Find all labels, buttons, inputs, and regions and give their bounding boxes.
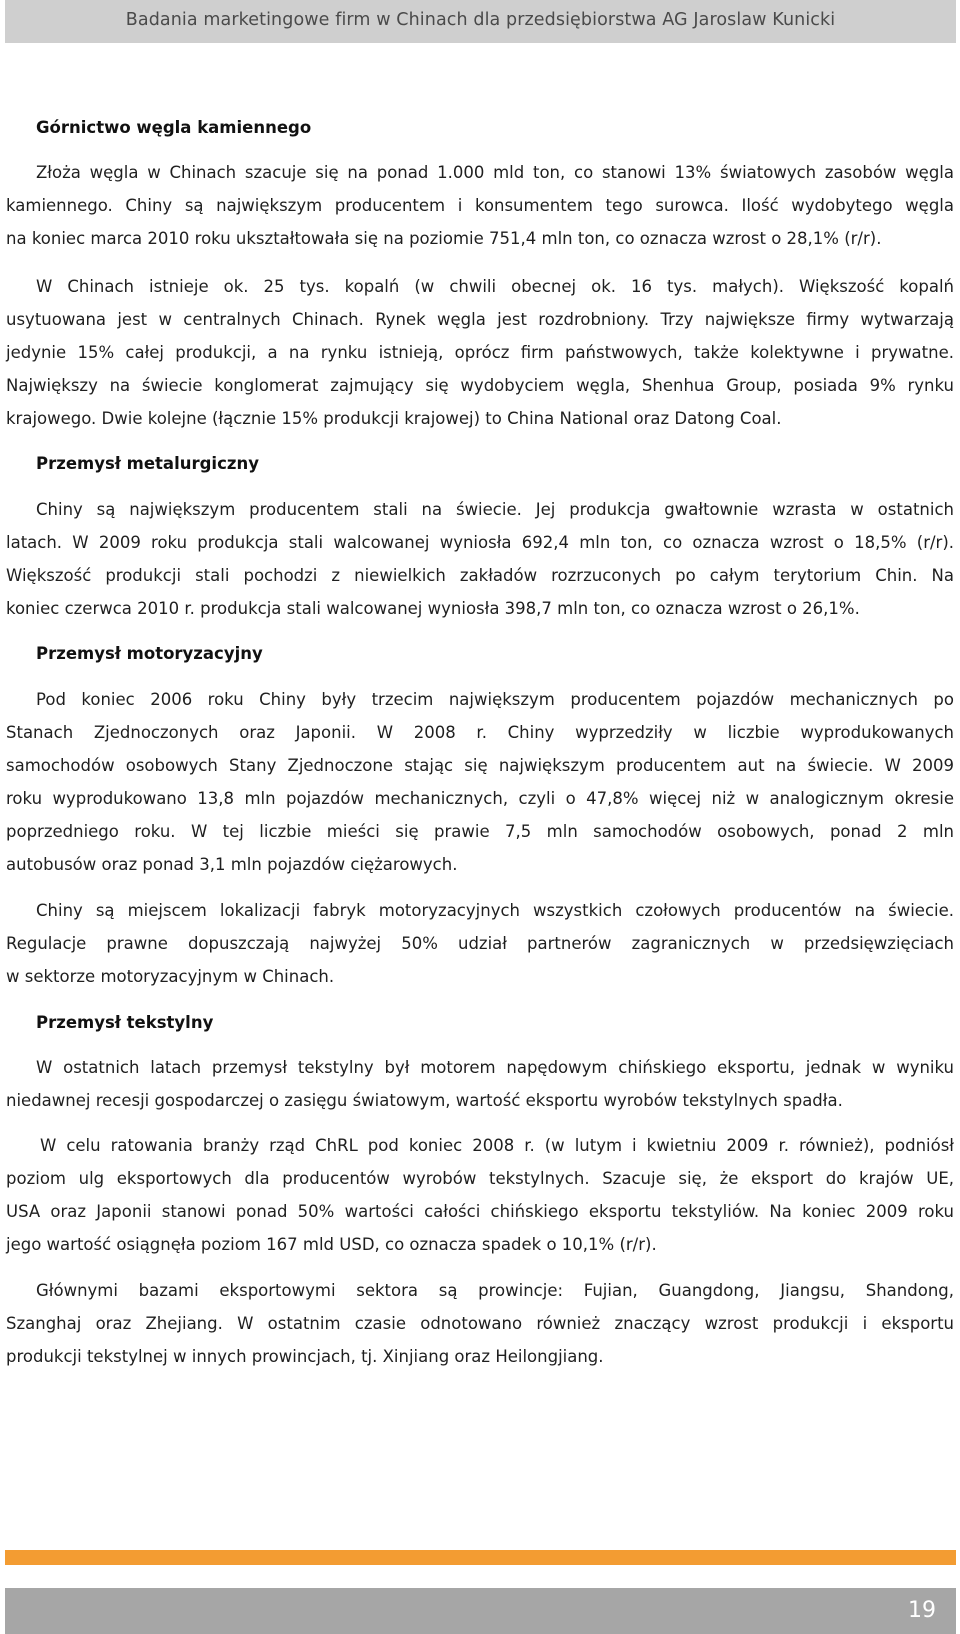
- text-line: Stanach Zjednoczonych oraz Japonii. W 2008 r. Chiny wyprzedziły w liczbie wyprodukowanych: [6, 723, 954, 742]
- text-line: W ostatnich latach przemysł tekstylny był motorem napędowym chińskiego eksportu, jednak w wyniku: [36, 1058, 954, 1077]
- text-line: niedawnej recesji gospodarczej o zasięgu światowym, wartość eksportu wyrobów tekstylnych spadła.: [6, 1091, 843, 1110]
- section-heading-automotive: Przemysł motoryzacyjny: [36, 644, 263, 663]
- text-line: autobusów oraz ponad 3,1 mln pojazdów ciężarowych.: [6, 855, 458, 874]
- text-line: poprzedniego roku. W tej liczbie mieści się prawie 7,5 mln samochodów osobowych, ponad 2 mln: [6, 822, 954, 841]
- text-line: Szanghaj oraz Zhejiang. W ostatnim czasie odnotowano również znaczący wzrost produkcji i eksportu: [6, 1314, 954, 1333]
- text-line: samochodów osobowych Stany Zjednoczone stając się największym producentem aut na świecie. W 2009: [6, 756, 954, 775]
- text-line: Regulacje prawne dopuszczają najwyżej 50% udział partnerów zagranicznych w przedsięwzięciach: [6, 934, 954, 953]
- text-line: W celu ratowania branży rząd ChRL pod koniec 2008 r. (w lutym i kwietniu 2009 r. również), podniósł: [40, 1136, 954, 1155]
- text-line: latach. W 2009 roku produkcja stali walcowanej wyniosła 692,4 mln ton, co oznacza wzrost o 18,5% (r/r).: [6, 533, 954, 552]
- text-line: Chiny są miejscem lokalizacji fabryk motoryzacyjnych wszystkich czołowych producentów na świecie.: [36, 901, 954, 920]
- text-line: poziom ulg eksportowych dla producentów wyrobów tekstylnych. Szacuje się, że eksport do krajów UE,: [6, 1169, 954, 1188]
- footer-accent-bar: [5, 1550, 956, 1565]
- header-title: Badania marketingowe firm w Chinach dla przedsiębiorstwa AG Jaroslaw Kunicki: [125, 10, 836, 30]
- section-heading-textile: Przemysł tekstylny: [36, 1013, 214, 1032]
- text-line: w sektorze motoryzacyjnym w Chinach.: [6, 967, 335, 986]
- page-number: 19: [908, 1598, 936, 1623]
- text-line: roku wyprodukowano 13,8 mln pojazdów mechanicznych, czyli o 47,8% więcej niż w analogicznym okresie: [6, 789, 954, 808]
- text-line: Większość produkcji stali pochodzi z niewielkich zakładów rozrzuconych po całym terytorium Chin. Na: [6, 566, 954, 585]
- text-line: Głównymi bazami eksportowymi sektora są prowincje: Fujian, Guangdong, Jiangsu, Shandong,: [36, 1281, 954, 1300]
- text-line: jedynie 15% całej produkcji, a na rynku istnieją, oprócz firm państwowych, także kolektywne i prywatne.: [6, 343, 954, 362]
- text-line: koniec czerwca 2010 r. produkcja stali walcowanej wyniosła 398,7 mln ton, co oznacza wzrost o 26,1%.: [6, 599, 860, 618]
- text-line: Pod koniec 2006 roku Chiny były trzecim największym producentem pojazdów mechanicznych po: [36, 690, 954, 709]
- text-line: jego wartość osiągnęła poziom 167 mld USD, co oznacza spadek o 10,1% (r/r).: [6, 1235, 657, 1254]
- text-line: USA oraz Japonii stanowi ponad 50% wartości całości chińskiego eksportu tekstyliów. Na koniec 2009 roku: [6, 1202, 954, 1221]
- text-line: na koniec marca 2010 roku ukształtowała się na poziomie 751,4 mln ton, co oznacza wzrost o 28,1% (r/r).: [6, 229, 882, 248]
- running-header: [5, 0, 956, 43]
- section-heading-coal: Górnictwo węgla kamiennego: [36, 118, 312, 137]
- text-line: krajowego. Dwie kolejne (łącznie 15% produkcji krajowej) to China National oraz Datong Coal.: [6, 409, 782, 428]
- text-line: Największy na świecie konglomerat zajmujący się wydobyciem węgla, Shenhua Group, posiada 9% rynku: [6, 376, 954, 395]
- text-line: usytuowana jest w centralnych Chinach. Rynek węgla jest rozdrobniony. Trzy największe firmy wytwarzają: [6, 310, 954, 329]
- text-line: Chiny są największym producentem stali na świecie. Jej produkcja gwałtownie wzrasta w ostatnich: [36, 500, 954, 519]
- text-line: produkcji tekstylnej w innych prowincjach, tj. Xinjiang oraz Heilongjiang.: [6, 1347, 604, 1366]
- text-line: kamiennego. Chiny są największym producentem i konsumentem tego surowca. Ilość wydobytego węgla: [6, 196, 954, 215]
- footer-bar: [5, 1588, 956, 1634]
- text-line: Złoża węgla w Chinach szacuje się na ponad 1.000 mld ton, co stanowi 13% światowych zasobów węgla: [36, 163, 954, 182]
- section-heading-metallurgy: Przemysł metalurgiczny: [36, 454, 259, 473]
- text-line: W Chinach istnieje ok. 25 tys. kopalń (w chwili obecnej ok. 16 tys. małych). Większość kopalń: [36, 277, 954, 296]
